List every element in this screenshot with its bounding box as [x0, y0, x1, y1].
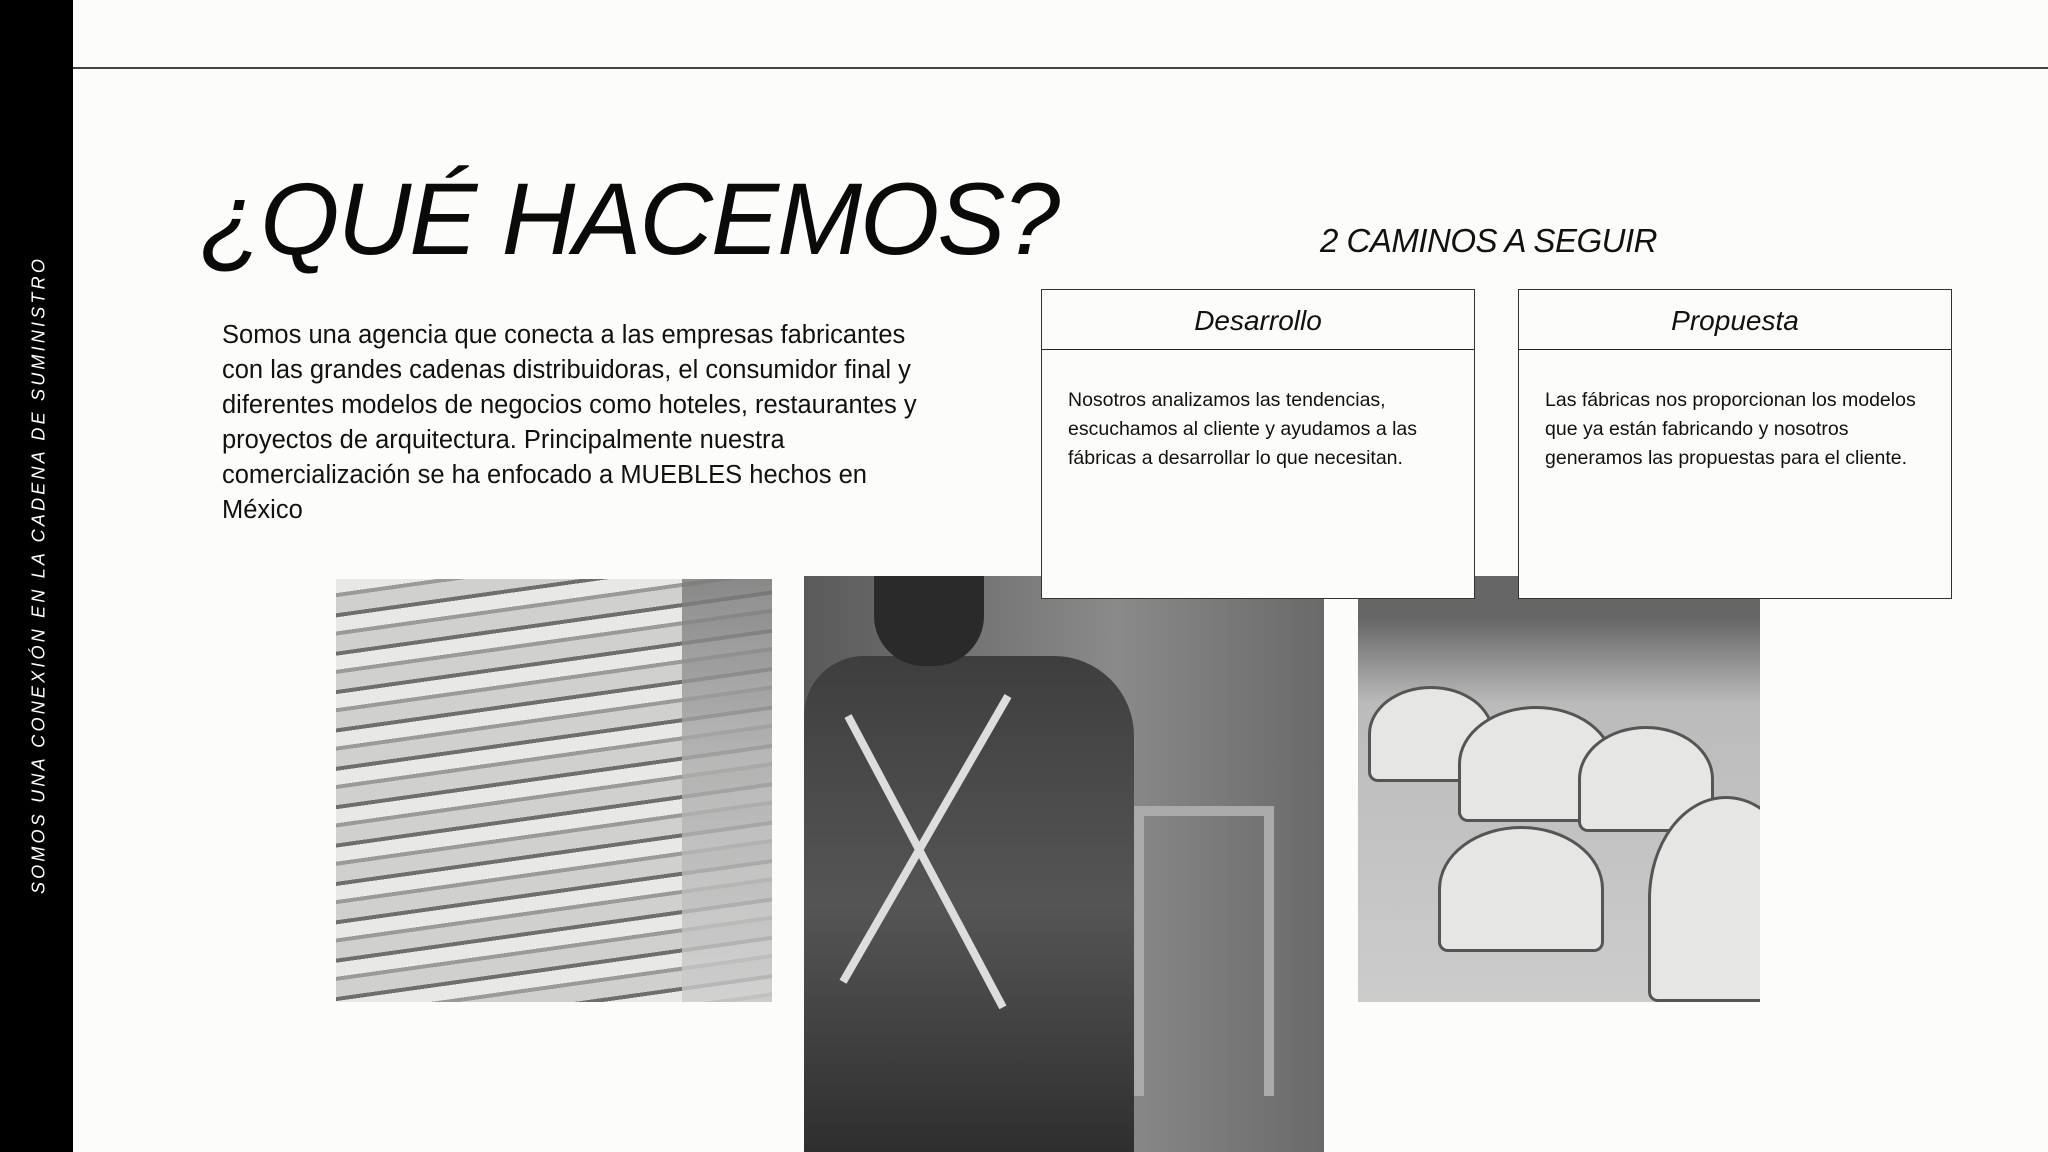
card-text: Nosotros analizamos las tendencias, escuchamos al cliente y ayudamos a las fábricas a desarrollar lo que necesitan. — [1068, 389, 1418, 469]
card-desarrollo — [1041, 289, 1475, 599]
card-title: Desarrollo — [1042, 290, 1474, 350]
sidebar — [0, 0, 73, 1152]
card-title: Propuesta — [1519, 290, 1951, 350]
card-text: Las fábricas nos proporcionan los modelos que ya están fabricando y nosotros generamos las propuestas para el cliente. — [1545, 389, 1916, 469]
sidebar-vertical-text: SOMOS UNA CONEXIÓN EN LA CADENA DE SUMINISTRO — [28, 255, 49, 895]
worker-photo — [804, 576, 1324, 1152]
intro-paragraph: Somos una agencia que conecta a las empresas fabricantes con las grandes cadenas distribuidoras, el consumidor final y diferentes modelos de negocios como hoteles, restaurantes y proyectos de arquitectura. Principalmente nuestra comercialización se ha enfocado a MUEBLES hechos en México — [222, 321, 917, 524]
wood-planks-photo — [336, 579, 772, 1002]
page-title: ¿QUÉ HACEMOS? — [200, 162, 1059, 276]
section-subtitle: 2 CAMINOS A SEGUIR — [1320, 222, 1657, 259]
card-propuesta — [1518, 289, 1952, 599]
top-divider — [73, 67, 2048, 69]
chairs-photo — [1358, 576, 1760, 1002]
